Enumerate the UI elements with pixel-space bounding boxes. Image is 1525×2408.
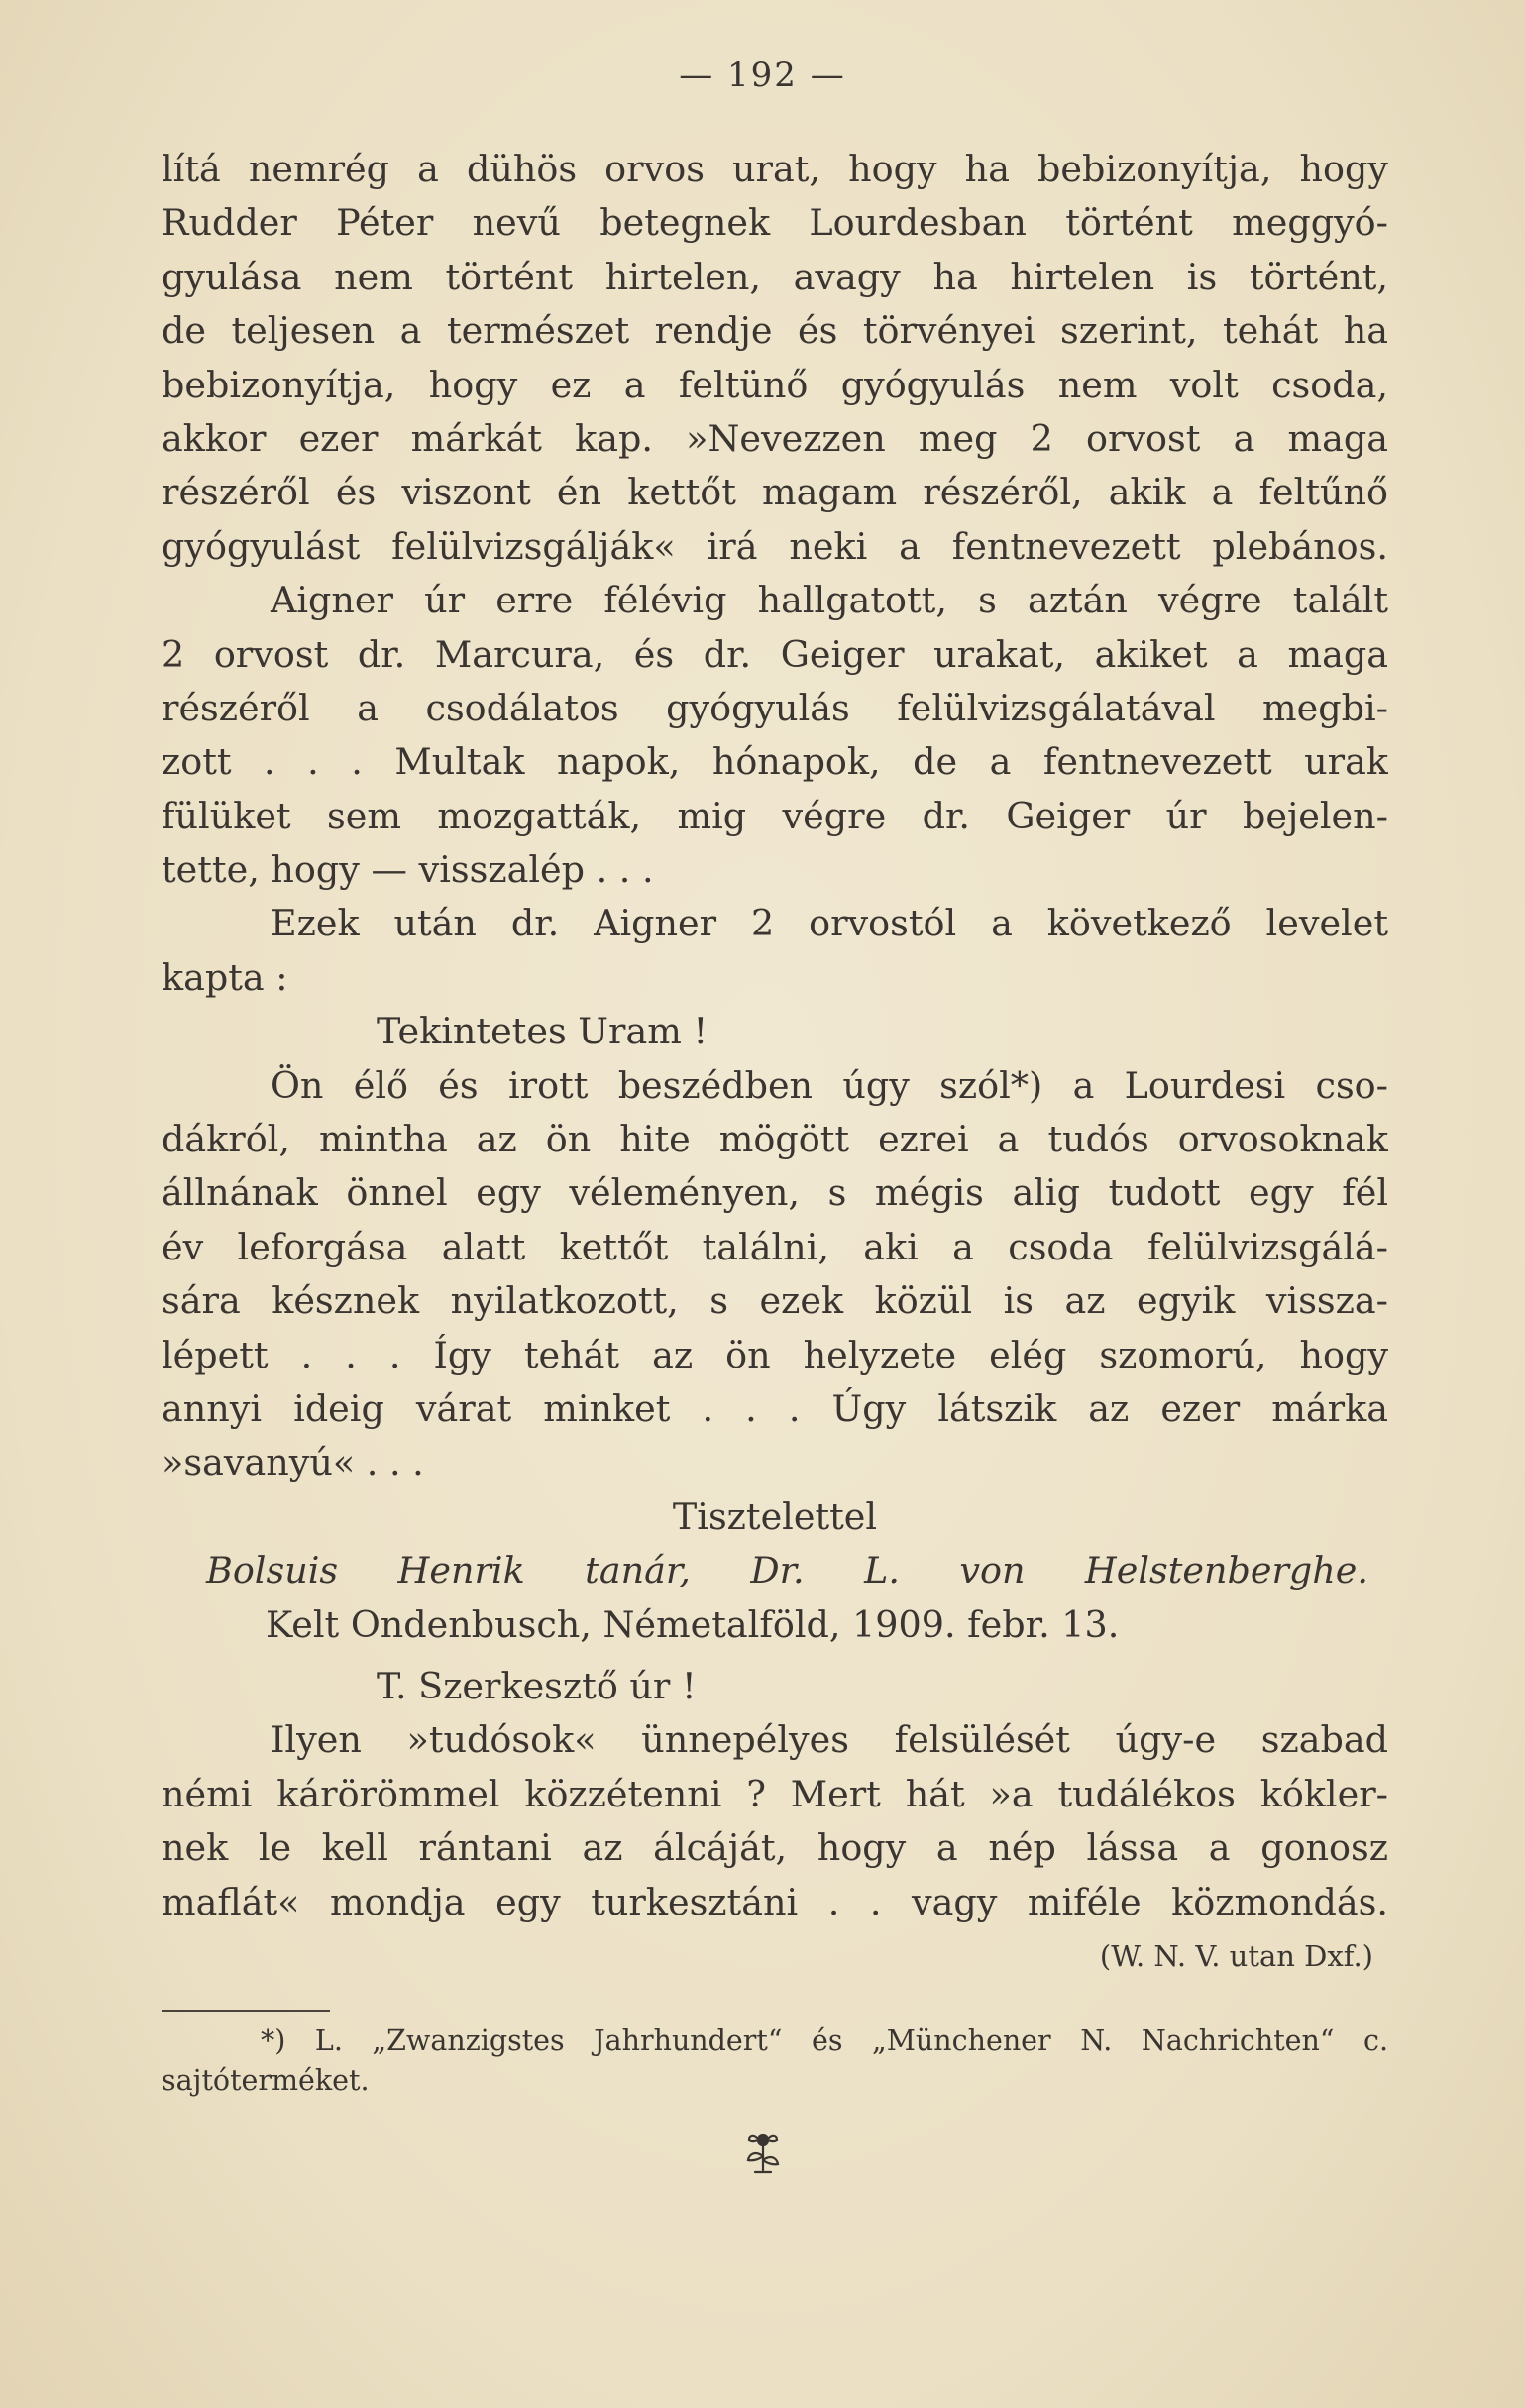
footnote-line: *) L. „Zwanzigstes Jahrhundert“ és „Münchener N. Nachrichten“ c.	[261, 2025, 1388, 2057]
text-line: nek le kell rántani az álcáját, hogy a nép lássa a gonosz	[162, 1826, 1388, 1870]
text-line: gyulása nem történt hirtelen, avagy ha hirtelen is történt,	[162, 255, 1388, 298]
text-line: Ezek után dr. Aigner 2 orvostól a következő levelet	[271, 902, 1388, 945]
text-line: tette, hogy — visszalép . . .	[162, 848, 654, 892]
text-line: sára késznek nyilatkozott, s ezek közül is az egyik vissza-	[162, 1279, 1388, 1323]
footnote-rule	[162, 2010, 330, 2012]
text-line: állnának önnel egy véleményen, s mégis alig tudott egy fél	[162, 1171, 1388, 1215]
letter-closing: Tisztelettel	[672, 1494, 878, 1538]
body-text	[162, 143, 1388, 1983]
signature-left: Bolsuis Henrik tanár,	[206, 1549, 691, 1592]
text-line: kapta :	[162, 955, 288, 999]
text-line: zott . . . Multak napok, hónapok, de a fentnevezett urak	[162, 740, 1388, 784]
dateline: Kelt Ondenbusch, Németalföld, 1909. febr. 13.	[266, 1602, 1120, 1646]
text-line: Ön élő és irott beszédben úgy szól*) a Lourdesi cso-	[271, 1063, 1388, 1107]
page-number: — 192 —	[679, 55, 846, 95]
footnote	[162, 2022, 1388, 2101]
text-line: Ilyen »tudósok« ünnepélyes felsülését úgy-e szabad	[271, 1718, 1388, 1762]
signature-right: Dr. L. von Helstenberghe.	[750, 1549, 1368, 1592]
text-line: fülüket sem mozgatták, mig végre dr. Geiger úr bejelen-	[162, 794, 1388, 837]
text-line: 2 orvost dr. Marcura, és dr. Geiger urakat, akiket a maga	[162, 632, 1388, 676]
text-line: Aigner úr erre félévig hallgatott, s aztán végre talált	[271, 579, 1388, 622]
text-line: lépett . . . Így tehát az ön helyzete elég szomorú, hogy	[162, 1333, 1388, 1376]
flower-ornament-icon	[743, 2131, 783, 2176]
text-line: Rudder Péter nevű betegnek Lourdesban történt meggyó-	[162, 201, 1388, 245]
text-line: »savanyú« . . .	[162, 1441, 424, 1484]
text-line: de teljesen a természet rendje és törvényei szerint, tehát ha	[162, 309, 1388, 353]
text-line: év leforgása alatt kettőt találni, aki a csoda felülvizsgálá-	[162, 1225, 1388, 1268]
text-line: némi kárörömmel közzétenni ? Mert hát »a tudálékos kókler-	[162, 1772, 1388, 1815]
text-line: maflát« mondja egy turkesztáni . . vagy miféle közmondás.	[162, 1880, 1388, 1923]
editor-greeting: T. Szerkesztő úr !	[377, 1664, 697, 1707]
letter-salutation: Tekintetes Uram !	[377, 1010, 708, 1053]
text-line: részéről a csodálatos gyógyulás felülvizsgálatával megbi-	[162, 686, 1388, 729]
attribution: (W. N. V. utan Dxf.)	[1099, 1938, 1373, 1973]
text-line: gyógyulást felülvizsgálják« irá neki a fentnevezett plebános.	[162, 524, 1388, 568]
text-line: dákról, mintha az ön hite mögött ezrei a tudós orvosoknak	[162, 1118, 1388, 1161]
text-line: bebizonyítja, hogy ez a feltünő gyógyulás nem volt csoda,	[162, 363, 1388, 406]
footnote-line: sajtóterméket.	[162, 2064, 370, 2097]
text-line: akkor ezer márkát kap. »Nevezzen meg 2 orvost a maga	[162, 416, 1388, 460]
text-line: lítá nemrég a dühös orvos urat, hogy ha bebizonyítja, hogy	[162, 148, 1388, 190]
text-line: részéről és viszont én kettőt magam részéről, akik a feltűnő	[162, 471, 1388, 514]
text-line: annyi ideig várat minket . . . Úgy látszik az ezer márka	[162, 1386, 1388, 1430]
signature-line	[162, 1544, 1388, 1597]
